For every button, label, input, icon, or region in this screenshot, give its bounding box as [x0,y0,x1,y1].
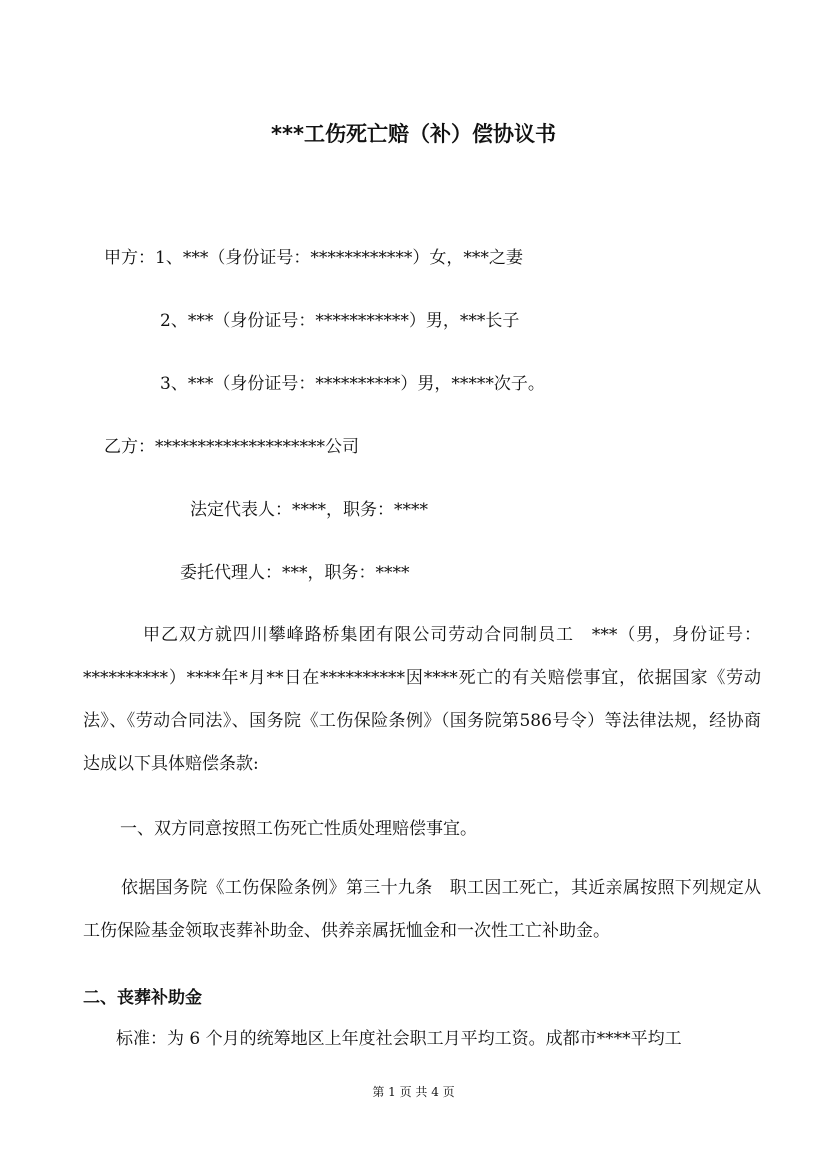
intro-paragraph: 甲乙双方就四川攀峰路桥集团有限公司劳动合同制员工 ***（男，身份证号：**********）****年*月**日在**********因****死亡的有关赔偿事宜，依据国家《劳动法》、《劳动合同法》、国务院《工伤保险条例》（国务院第586号令）等法律法规，经协商达成以下具体赔偿条款: [83,625,761,774]
clause-2-heading: 二、丧葬补助金 [83,988,202,1008]
clause-2-standard: 标准：为 6 个月的统筹地区上年度社会职工月平均工资。成都市****平均工 [116,1029,682,1049]
clause-1-basis: 依据国务院《工伤保险条例》第三十九条 职工因工死亡，其近亲属按照下列规定从工伤保险基金领取丧葬补助金、供养亲属抚恤金和一次性工亡补助金。 [83,878,761,941]
party-a-line-3: 3、***（身份证号：**********）男，*****次子。 [160,374,545,394]
party-b-legal-representative: 法定代表人：****，职务：**** [190,500,428,520]
page-number: 第 1 页 共 4 页 [372,1085,455,1099]
party-b-agent: 委托代理人：***，职务：**** [180,563,410,583]
clause-1: 一、双方同意按照工伤死亡性质处理赔偿事宜。 [120,819,477,839]
document-title: ***工伤死亡赔（补）偿协议书 [271,122,556,146]
party-a-line-1: 甲方：1、***（身份证号：************）女，***之妻 [104,248,523,268]
party-a-line-2: 2、***（身份证号：***********）男，***长子 [160,311,520,331]
party-b-line: 乙方：********************公司 [104,437,359,457]
